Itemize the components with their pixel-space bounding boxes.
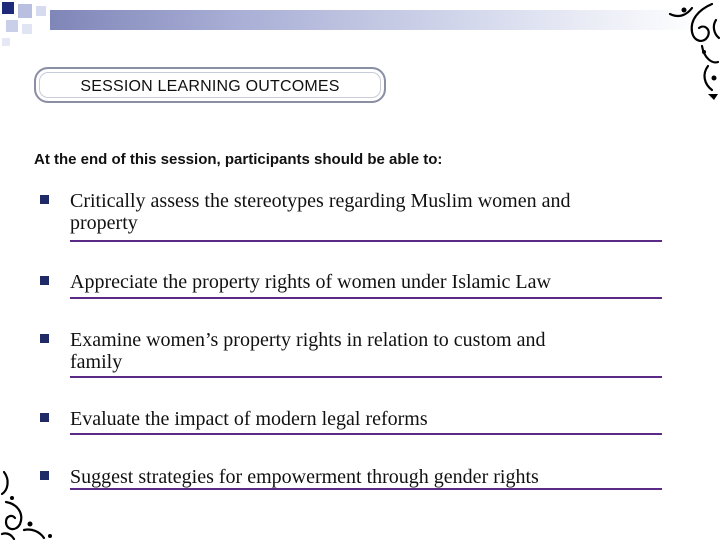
square-bullet-icon <box>40 413 49 422</box>
decor-square <box>18 4 32 18</box>
list-item-text: Examine women’s property rights in relation to custom and <box>70 329 546 351</box>
page-title: SESSION LEARNING OUTCOMES <box>80 78 340 95</box>
divider <box>70 488 662 490</box>
list-item-text: Critically assess the stereotypes regarding Muslim women and <box>70 190 571 212</box>
title-frame <box>34 67 386 103</box>
list-item-text: Evaluate the impact of modern legal reforms <box>70 408 428 430</box>
square-bullet-icon <box>40 471 49 480</box>
decor-square <box>36 6 46 16</box>
list-item-text: family <box>70 351 123 373</box>
decor-square <box>2 38 10 46</box>
decor-square <box>6 20 18 32</box>
intro-text: At the end of this session, participants should be able to: <box>34 151 443 168</box>
divider <box>70 433 662 435</box>
square-bullet-icon <box>40 195 49 204</box>
corner-ornament-icon <box>0 468 60 540</box>
decor-square <box>22 24 32 34</box>
list-item-text: Suggest strategies for empowerment through gender rights <box>70 466 539 488</box>
header-gradient-bar <box>50 10 700 30</box>
divider <box>70 376 662 378</box>
divider <box>70 297 662 299</box>
list-item-text: Appreciate the property rights of women under Islamic Law <box>70 271 551 293</box>
list-item-text: property <box>70 212 138 234</box>
square-bullet-icon <box>40 334 49 343</box>
corner-ornament-icon <box>642 0 720 100</box>
square-bullet-icon <box>40 276 49 285</box>
decor-square <box>2 2 14 14</box>
divider <box>70 240 662 242</box>
